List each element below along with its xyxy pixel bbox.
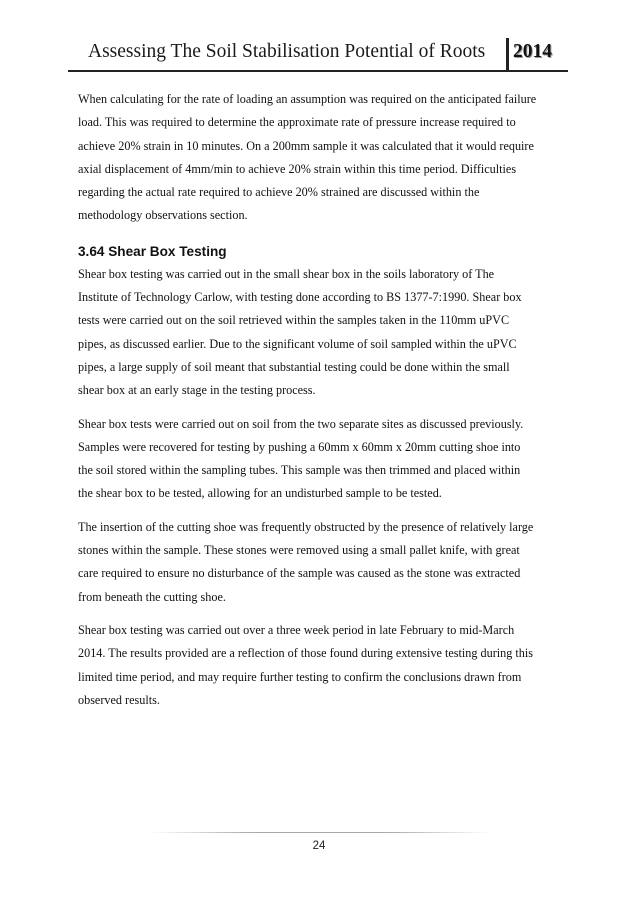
text-line: the soil stored within the sampling tubes. This sample was then trimmed and placed within bbox=[78, 463, 521, 478]
text-line: Shear box testing was carried out over a three week period in late February to mid-March bbox=[78, 622, 515, 637]
text-line: 2014. The results provided are a reflection of those found during extensive testing during this bbox=[78, 646, 534, 661]
text-line: load. This was required to determine the approximate rate of pressure increase required to bbox=[78, 115, 516, 130]
text-line: achieve 20% strain in 10 minutes. On a 200mm sample it was calculated that it would require bbox=[78, 138, 534, 153]
text-line: regarding the actual rate required to achieve 20% strained are discussed within the bbox=[78, 185, 480, 200]
text-line: Institute of Technology Carlow, with testing done according to BS 1377-7:1990. Shear box bbox=[78, 290, 522, 305]
header-divider bbox=[506, 38, 509, 70]
text-line: pipes, a large supply of soil meant that substantial testing could be done within the small bbox=[78, 359, 510, 374]
text-line: The insertion of the cutting shoe was frequently obstructed by the presence of relatively large bbox=[78, 519, 534, 534]
footer-rule bbox=[150, 832, 490, 833]
intro-paragraph bbox=[78, 88, 570, 228]
text-line: Shear box tests were carried out on soil from the two separate sites as discussed previously. bbox=[78, 416, 524, 431]
text-line: observed results. bbox=[78, 692, 160, 707]
text-line: When calculating for the rate of loading an assumption was required on the anticipated failure bbox=[78, 92, 537, 106]
header-year: 2014 bbox=[513, 41, 552, 62]
page-number: 24 bbox=[312, 840, 326, 852]
text-line: limited time period, and may require further testing to confirm the conclusions drawn from bbox=[78, 669, 522, 684]
text-line: shear box at an early stage in the testing process. bbox=[78, 383, 316, 398]
text-line: pipes, as discussed earlier. Due to the significant volume of soil sampled within the uPVC bbox=[78, 336, 517, 351]
paragraph-2 bbox=[78, 413, 570, 506]
text-line: axial displacement of 4mm/min to achieve 20% strain within this time period. Difficulties bbox=[78, 161, 517, 176]
text-line: the shear box to be tested, allowing for an undisturbed sample to be tested. bbox=[78, 486, 442, 501]
text-line: tests were carried out on the soil retrieved within the samples taken in the 110mm uPVC bbox=[78, 313, 510, 328]
header-rule bbox=[68, 70, 568, 72]
page-body bbox=[78, 88, 570, 712]
text-line: Shear box testing was carried out in the small shear box in the soils laboratory of The bbox=[78, 266, 495, 281]
text-line: care required to ensure no disturbance of the sample was caused as the stone was extracted bbox=[78, 566, 521, 581]
paragraph-3 bbox=[78, 516, 570, 609]
page-header bbox=[68, 36, 568, 72]
text-line: from beneath the cutting shoe. bbox=[78, 589, 226, 604]
paragraph-4 bbox=[78, 619, 570, 712]
paragraph-1 bbox=[78, 263, 570, 403]
text-line: Samples were recovered for testing by pushing a 60mm x 60mm x 20mm cutting shoe into bbox=[78, 439, 521, 454]
section-heading: 3.64 Shear Box Testing bbox=[78, 243, 227, 259]
text-line: stones within the sample. These stones were removed using a small pallet knife, with great bbox=[78, 543, 520, 558]
header-title: Assessing The Soil Stabilisation Potential of Roots bbox=[88, 41, 486, 62]
text-line: methodology observations section. bbox=[78, 208, 248, 223]
